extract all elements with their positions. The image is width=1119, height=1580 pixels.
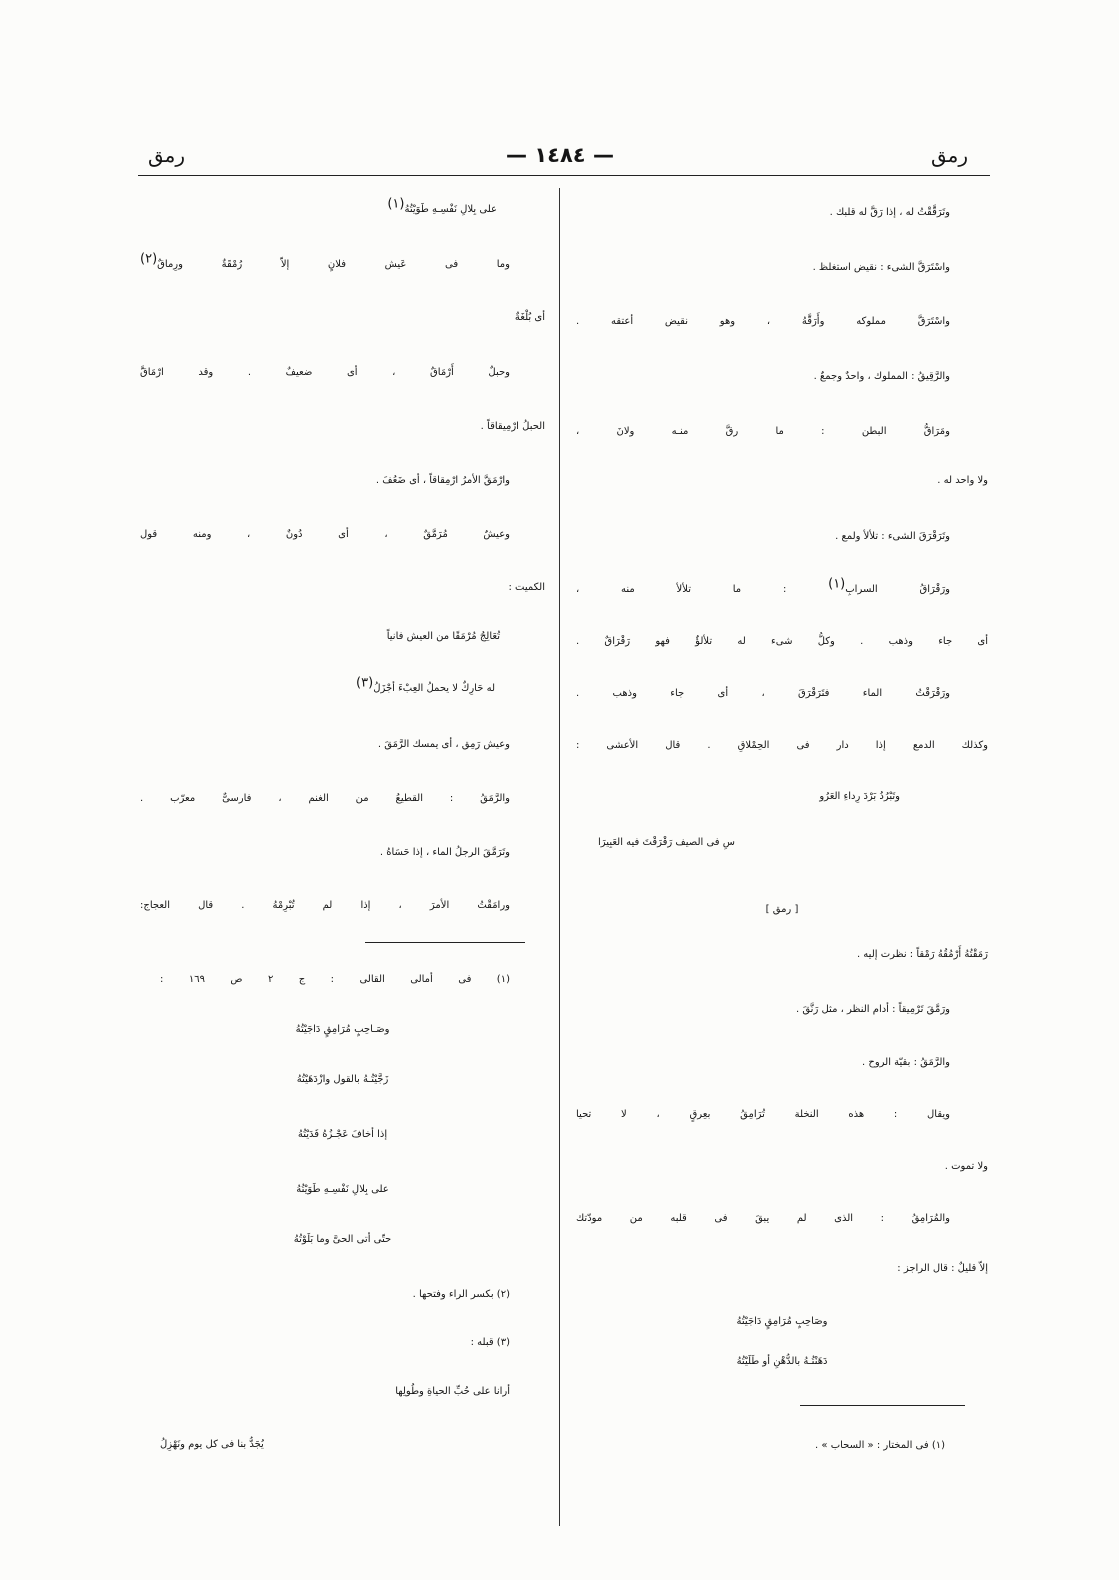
footnote-ref: (٣) — [356, 675, 374, 691]
entry-line: وعيشٌ مُرَمَّقٌ ، أى دُونٌ ، ومنه قول — [140, 529, 510, 540]
column-divider — [559, 188, 560, 1526]
running-head-right: رمق — [930, 143, 968, 167]
verse-line: وصَاحِبٍ مُرَامِقٍ دَاجَيْتُهُ — [736, 1316, 828, 1327]
entry-line: وكذلك الدمع إذا دار فى الحِمْلاقِ . قال الأعشى : — [576, 740, 988, 751]
verse-line: سِ فى الصيف رَقْرَقْتَ فيه العَبِيرَا — [598, 837, 735, 848]
footnote-verse-line: أرانا على حُبِّ الحياةِ وطُولِها — [395, 1386, 510, 1397]
entry-line: وتَرَقَّقْتُ له ، إذا رَقَّ له قلبك . — [829, 207, 950, 218]
entry-line: وعيش رَمِق ، أى يمسك الرَّمَقَ . — [377, 739, 510, 750]
footnote-verse-line: وصَـاحِبٍ مُرَامِقٍ دَاجَيْتُهُ — [295, 1024, 390, 1035]
entry-line: ورَقْرَقْتُ الماء فتَرَقْرَقَ ، أى جاء وذهب . — [576, 688, 950, 699]
footnote-line: (١) فى المختار : « السحاب » . — [815, 1440, 945, 1451]
entry-line: ورَمَّقَ تَرْمِيقاً : أدام النظر ، مثل رَنَّقَ . — [795, 1004, 950, 1015]
verse-line: تُعَالِجُ مُرْمَقًا من العيش فانياً — [386, 631, 500, 642]
footnote-verse-line: إذا أخافَ عَجْـزُهُ فَدَيْتُهُ — [297, 1129, 388, 1140]
entry-line: ولا تموت . — [944, 1161, 988, 1172]
footnote-line: (١) فى أمالى القالى : ج ٢ ص ١٦٩ : — [160, 974, 510, 985]
footnote-ref: (١) — [828, 576, 846, 592]
footnote-verse-line: زَجَّيْتُـهُ بالقول وازْدَهَيْتُهُ — [296, 1074, 389, 1085]
verse-line — [140, 667, 545, 711]
verse-line: دَهَنْتُـهُ بالدُّهْنِ أو طَلَيْتُهُ — [736, 1356, 828, 1367]
entry-line: والرَّقِيقُ : المملوك ، واحدٌ وجمعٌ . — [813, 371, 950, 382]
entry-line: إلاّ قليلٌ : قال الراجز : — [897, 1263, 988, 1274]
entry-line: وارْمَقَّ الأمرُ ارْمِقاقاً ، أى ضَعُفَ . — [375, 475, 510, 486]
entry-line: وتَرَمَّقَ الرجلُ الماء ، إذا حَسَاهُ . — [379, 847, 510, 858]
entry-line: واسْتَرَقَّ مملوكه وأَرَقَّهُ ، وهو نقيض أعتقه . — [576, 316, 950, 327]
entry-text: : ما تلألأ منه ، — [576, 584, 829, 595]
running-head-left: رمق — [148, 143, 186, 167]
entry-line — [576, 568, 988, 612]
page-number: — ١٤٨٤ — — [506, 143, 614, 167]
footnote-verse-line: حتّى أتى الحىَّ وما بَلَوْتُهُ — [293, 1234, 392, 1245]
footnote-line: (٣) قبله : — [470, 1337, 510, 1348]
footnote-verse-line: يُجَدُّ بنا فى كل يوم ونَهْزِلُ — [160, 1439, 264, 1450]
entry-line — [140, 243, 545, 287]
entry-line: واسْتَرَقَّ الشىء : نقيض استغلظ . — [812, 262, 950, 273]
footnote-ref: (٢) — [140, 251, 158, 267]
entry-line: ولا واحد له . — [937, 475, 988, 486]
verse-line — [140, 188, 545, 232]
footnote-rule — [800, 1405, 965, 1406]
entry-line: رَمَقْتُهُ أَرْمُقُهُ رَمْقاً : نظرت إليه . — [856, 949, 988, 960]
entry-line: وتَرَقْرَقَ الشىء : تلألأ ولمع . — [835, 531, 950, 542]
entry-line: ورامَقْتُ الأمرَ ، إذا لم تُبْرِمْهُ . قال العجاج: — [140, 900, 510, 911]
entry-line: والمُرَامِقُ : الذى لم يبقَ فى قلبه من مودّتك — [576, 1213, 950, 1224]
entry-line: والرَّمَقُ : القطيعُ من الغنم ، فارسىٌّ معرّب . — [140, 793, 510, 804]
entry-line: والرَّمَقُ : بقيّة الروح . — [862, 1057, 950, 1068]
entry-line: وحبلٌ أَرْمَاقٌ ، أى ضعيفٌ . وقد ارْمَاقَّ — [140, 367, 510, 378]
footnote-line: (٢) بكسر الراء وفتحها . — [412, 1289, 510, 1300]
entry-line: الحبلُ ارْمِيقاقاً . — [480, 421, 545, 432]
footnote-rule — [365, 942, 525, 943]
entry-text: ورَقْرَاقُ السرابِ — [845, 584, 950, 595]
entry-text: وما فى عَيش فلانٍ إلاّ رُمْقَةٌ ورِماقٌ — [157, 259, 510, 270]
entry-line: الكميت : — [508, 582, 545, 593]
entry-line: ومَرَاقُّ البطن : ما رقَّ منـه ولانَ ، — [576, 426, 950, 437]
verse-text: له حَارِكٌ لا يحملُ العِبْءَ أجْزَلُ — [373, 683, 495, 694]
entry-line: ويقال : هذه النخلة تُرَامِقُ بعِرقٍ ، لا تحيا — [576, 1109, 950, 1120]
entry-line: أى بُلْغَةٌ — [514, 312, 545, 323]
footnote-ref: (١) — [387, 196, 405, 212]
header-rule — [138, 175, 990, 176]
section-heading: [ رمق ] — [765, 904, 799, 915]
verse-text: على بِلالِ نَفْسِـهِ طَوَيْتُهُ — [404, 204, 497, 215]
entry-line: أى جاء وذهب . وكلُّ شىء له تلألؤٌ فهو رَقْرَاقٌ . — [576, 636, 988, 647]
footnote-verse-line: على بِلالِ نَفْسِـهِ طَوَيْتُهُ — [296, 1184, 389, 1195]
verse-line: وتَبْرُدُ بَرْدَ رِداءِ العَرُو — [819, 791, 900, 802]
